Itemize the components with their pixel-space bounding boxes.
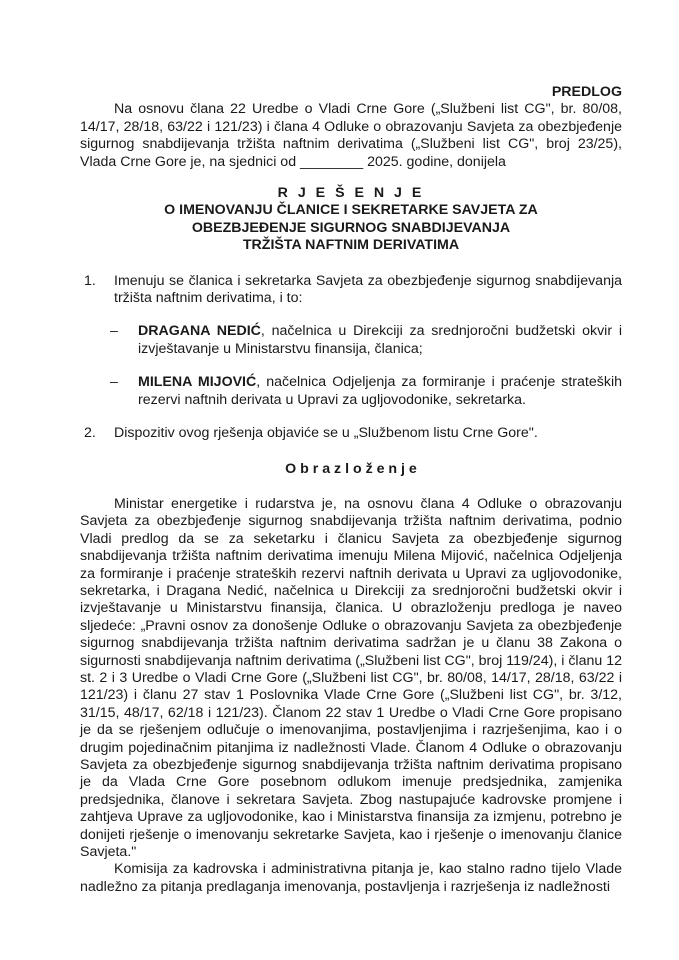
appointee-dragana-nedic (80, 323, 622, 358)
appointee-name: DRAGANA NEDIĆ (138, 323, 261, 340)
document-status-label: PREDLOG (551, 84, 622, 100)
title-line-3: OBEZBJEĐENJE SIGURNOG SNABDIJEVANJA (191, 219, 511, 236)
appointee-name: MILENA MIJOVIĆ (138, 374, 257, 391)
explanation-paragraph-2: Komisija za kadrovska i administrativna pitanja je, kao stalno radno tijelo Vlade nadležno za pitanja predlaganja imenovanja, postavljenja i razrješenja iz nadležnosti (80, 861, 622, 895)
dash-bullet: – (110, 374, 118, 391)
document-page (80, 84, 622, 896)
item-number: 2. (84, 425, 96, 442)
explanation-paragraph-1: Ministar energetike i rudarstva je, na osnovu člana 4 Odluke o obrazovanju Savjeta za obezbjeđenje sigurnog snabdijevanja tržišta naftnim derivatima, podnio Vladi predlog da se za seketarku i članicu Savjeta za obezbjeđenje sigurnog snabdijevanja tržišta naftnim derivatima imenuju Milena Mijović, načelnica Odjeljenja za formiranje i praćenje strateških rezervi naftnih derivata u Upravi za ugljovodonike, sekretarka, i Dragana Nedić, načelnica u Direkciji za srednjoročni budžetski okvir i izvještavanje u Ministarstvu finansija, članica. U obrazloženju predloga je naveo sljedeće: „Pravni osnov za donošenje Odluke o obrazovanju Savjeta za obezbjeđenje sigurnog snabdijevanja tržišta naftnim derivatima sadržan je u članu 38 Zakona o sigurnosti snabdijevanja naftnim derivatima („Službeni list CG", broj 119/24), i članu 12 st. 2 i 3 Uredbe o Vladi Crne Gore („Službeni list CG", br. 80/08, 14/17, 28/18, 63/22 i 121/23) i članu 27 stav 1 Poslovnika Vlade Crne Gore („Službeni list CG", br. 3/12, 31/15, 48/17, 62/18 i 121/23). Članom 22 stav 1 Uredbe o Vladi Crne Gore propisano je da se rješenjem odlučuje o imenovanjima, postavljenjima i razrješenjima, kao i o drugim pojedinačnim pitanjima iz nadležnosti Vlade. Članom 4 Odluke o obrazovanju Savjeta za obezbjeđenje sigurnog snabdijevanja tržišta naftnim derivatima propisano je da Vlada Crne Gore posebnom odlukom imenuje predsjednika, zamjenika predsjednika, članove i sekretara Savjeta. Zbog nastupajuće kadrovske promjene i zahtjeva Uprave za ugljovodonike, kao i Ministarstva finansija za izmjenu, potrebno je donijeti rješenje o imenovanju sekretarke Savjeta, kao i rješenje o imenovanju članice Savjeta." (80, 495, 622, 861)
title-line-2: O IMENOVANJU ČLANICE I SEKRETARKE SAVJETA ZA (164, 202, 538, 219)
decision-title (80, 185, 622, 255)
preamble-paragraph: Na osnovu člana 22 Uredbe o Vladi Crne Gore („Službeni list CG", br. 80/08, 14/17, 28/18, 63/22 i 121/23) i člana 4 Odluke o obrazovanju Savjeta za obezbjeđenje sigurnog snabdijevanja tržišta naftnim derivatima („Službeni list CG", broj 23/25), Vlada Crne Gore je, na sjednici od ________ 2025. godine, donijela (80, 101, 622, 170)
appointee-role: , načelnica u Direkciji za srednjoročni budžetski okvir i izvještavanje u Ministarstvu finansija, članica; (138, 323, 622, 357)
title-line-1: R J E Š E N J E (277, 185, 425, 202)
explanation-heading: O b r a z l o ž e n j e (285, 460, 417, 477)
dash-bullet: – (110, 323, 118, 340)
appointee-milena-mijovic (80, 374, 622, 409)
item-text: Dispozitiv ovog rješenja objaviće se u „Službenom listu Crne Gore". (114, 425, 538, 442)
title-line-4: TRŽIŠTA NAFTNIM DERIVATIMA (242, 237, 460, 254)
appointee-role: , načelnica Odjeljenja za formiranje i praćenje strateških rezervi naftnih derivata u Upravi za ugljovodonike, sekretarka. (138, 374, 622, 408)
decision-item-2 (80, 425, 622, 442)
item-number: 1. (84, 272, 96, 289)
item-text: Imenuju se članica i sekretarka Savjeta za obezbjeđenje sigurnog snabdijevanja tržišta naftnim derivatima, i to: (114, 272, 622, 307)
decision-item-1 (80, 273, 622, 308)
